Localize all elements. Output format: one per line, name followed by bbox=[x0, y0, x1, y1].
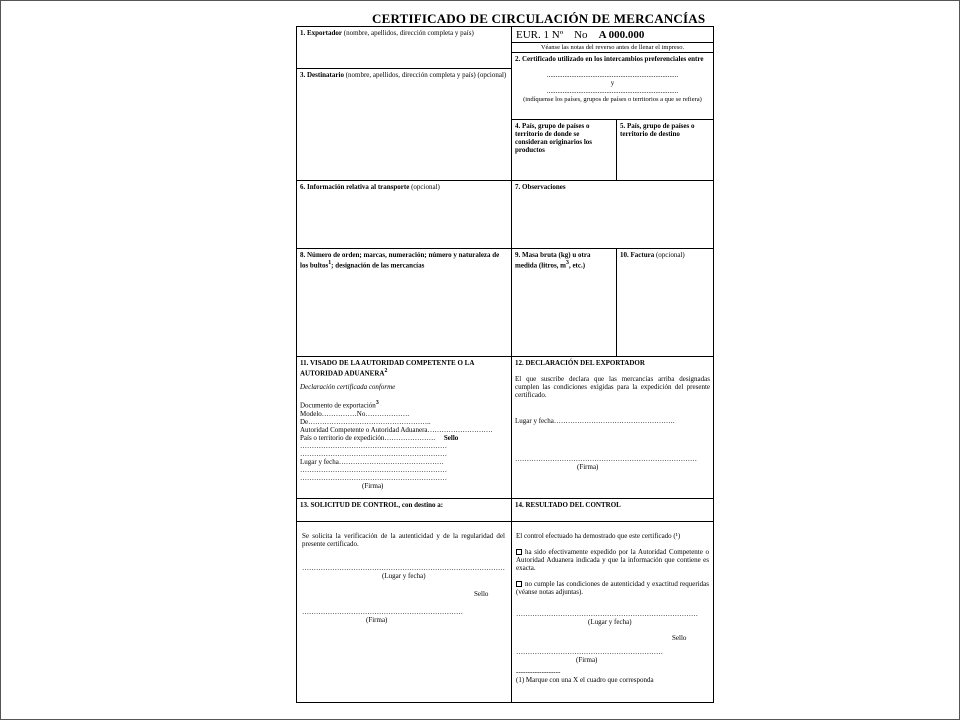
box-control-request[interactable] bbox=[296, 521, 512, 703]
box-country-destination[interactable]: 5. País, grupo de países o territorio de destino bbox=[616, 119, 714, 181]
box-control-result[interactable] bbox=[511, 521, 714, 703]
eur-no: No bbox=[574, 29, 588, 41]
declaration-text: El que suscribe declara que las mercancías arriba designadas cumplen las condiciones exigidas para la expedición del presente certificado. bbox=[515, 375, 710, 399]
countries-line-1: ........................................................................... bbox=[546, 71, 679, 79]
dotted-line-3: ……………………………………………………… bbox=[300, 465, 447, 474]
country-expedition-line: País o territorio de expedición…………………. Sello bbox=[300, 433, 459, 442]
control-request-text: Se solicita la verificación de la autenticidad y de la regularidad del presente certificado. bbox=[302, 532, 505, 548]
box-invoice[interactable] bbox=[616, 248, 714, 357]
box-gross-mass-label: 9. Masa bruta (kg) u otra medida (litros, m bbox=[515, 251, 591, 270]
place-date-line: Lugar y fecha……………………………………… bbox=[300, 457, 444, 466]
control-request-line: …………………………………………………………………………… bbox=[302, 564, 505, 572]
box-gross-mass[interactable] bbox=[511, 248, 617, 357]
box-authority-endorsement[interactable] bbox=[296, 356, 512, 499]
box-country-origin[interactable]: 4. País, grupo de países o territorio de donde se consideran originarios los productos bbox=[511, 119, 617, 181]
box-goods-sup: 1 bbox=[328, 260, 332, 266]
box-exporter-declaration[interactable] bbox=[511, 356, 714, 499]
declaration-place-date: Lugar y fecha……………………………………………. bbox=[515, 417, 675, 425]
checkbox-not-compliant[interactable] bbox=[516, 581, 522, 587]
box-preferential-trade[interactable] bbox=[511, 52, 714, 120]
control-result-place-date: (Lugar y fecha) bbox=[588, 618, 632, 626]
declaration-certified: Declaración certificada conforme bbox=[300, 383, 396, 392]
footnote-text: (1) Marque con una X el cuadro que corresponda bbox=[516, 676, 654, 684]
footnote-separator: ------------------- bbox=[516, 668, 561, 676]
box-preferential-trade-label: 2. Certificado utilizado en los intercambios preferenciales entre bbox=[515, 55, 704, 63]
box-control-result-header: 14. RESULTADO DEL CONTROL bbox=[511, 498, 714, 522]
export-document: Documento de exportación$^3$ bbox=[300, 400, 379, 410]
control-result-text: El control efectuado ha demostrado que este certificado (¹) bbox=[516, 532, 681, 540]
box-transport-note: (opcional) bbox=[411, 183, 440, 191]
control-request-signature: (Firma) bbox=[366, 616, 388, 624]
box-invoice-note: (opcional) bbox=[655, 251, 685, 259]
box-invoice-label: 10. Factura bbox=[620, 251, 655, 259]
notes-row: Véanse las notas del reverso antes de llenar el impreso. bbox=[511, 42, 714, 53]
export-model-line: Modelo……………No………………. bbox=[300, 409, 410, 418]
countries-note: (indíquense los países, grupos de países o territorios a que se refiera) bbox=[523, 96, 702, 103]
control-result-line-2: ……………………………………………………… bbox=[516, 648, 663, 656]
box-consignee-label: 3. Destinatario bbox=[300, 71, 344, 79]
dotted-line-2: ……………………………………………………… bbox=[300, 449, 447, 458]
box-control-request-header: 13. SOLICITUD DE CONTROL, con destino a: bbox=[296, 498, 512, 522]
countries-y: y bbox=[610, 79, 615, 87]
control-result-option-2[interactable]: no cumple las condiciones de autenticidad y exactitud requeridas (véanse notas adjuntas). bbox=[516, 580, 709, 596]
box-observations[interactable]: 7. Observaciones bbox=[511, 180, 714, 249]
box-consignee-note: (nombre, apellidos, dirección completa y país) (opcional) bbox=[345, 71, 507, 79]
signature-label: (Firma) bbox=[362, 481, 384, 490]
certificate-title: CERTIFICADO DE CIRCULACIÓN DE MERCANCÍAS bbox=[372, 11, 706, 26]
control-request-stamp: Sello bbox=[474, 590, 489, 598]
box-declaration-label: 12. DECLARACIÓN DEL EXPORTADOR bbox=[515, 359, 645, 367]
box-gross-mass-label-2: , etc.) bbox=[568, 261, 586, 270]
dotted-line-4: ……………………………………………………… bbox=[300, 473, 447, 482]
box-exporter[interactable] bbox=[296, 26, 512, 69]
checkbox-authentic[interactable] bbox=[516, 549, 522, 555]
dotted-line-1: ……………………………………………………… bbox=[300, 441, 447, 450]
eur-serial-number: A 000.000 bbox=[598, 29, 645, 41]
eur-number-box bbox=[511, 26, 714, 43]
certificate-form bbox=[296, 26, 714, 720]
declaration-signature-label: (Firma) bbox=[577, 463, 599, 471]
box-goods-description[interactable] bbox=[296, 248, 512, 357]
box-gross-mass-sup: 3 bbox=[566, 260, 569, 266]
box-transport[interactable] bbox=[296, 180, 512, 249]
control-result-signature: (Firma) bbox=[576, 656, 598, 664]
box-goods-label: 8. Número de orden; marcas, numeración; número y naturaleza de los bultos bbox=[300, 251, 500, 270]
authority-line: Autoridad Competente o Autoridad Aduanera………………………. bbox=[300, 425, 493, 434]
control-request-line-2: …………………………………………………………… bbox=[302, 608, 463, 616]
export-from-line: De…………………………………………….. bbox=[300, 417, 431, 426]
box-consignee[interactable] bbox=[296, 68, 512, 181]
box-exporter-label: 1. Exportador bbox=[300, 29, 342, 37]
box-goods-label-2: ; designación de las mercancías bbox=[331, 261, 425, 270]
box-authority-label: 11. VISADO DE LA AUTORIDAD COMPETENTE O LA AUTORIDAD ADUANERA$^2$ bbox=[300, 359, 474, 378]
box-exporter-note: (nombre, apellidos, dirección completa y país) bbox=[343, 29, 474, 37]
control-result-option-1[interactable]: ha sido efectivamente expedido por la Autoridad Competente o Autoridad Aduanera indicada y que la información que contiene es exacta. bbox=[516, 548, 709, 572]
stamp-label: Sello bbox=[443, 433, 459, 442]
declaration-signature-line: …………………………………………………………………… bbox=[515, 455, 697, 463]
control-request-place-date: (Lugar y fecha) bbox=[382, 572, 426, 580]
control-result-line: …………………………………………………………………… bbox=[516, 610, 698, 618]
eur-label: EUR. 1 Nº bbox=[516, 29, 564, 41]
box-transport-label: 6. Información relativa al transporte bbox=[300, 183, 410, 191]
control-result-stamp: Sello bbox=[672, 634, 687, 642]
countries-line-2: ........................................................................... bbox=[546, 87, 679, 95]
